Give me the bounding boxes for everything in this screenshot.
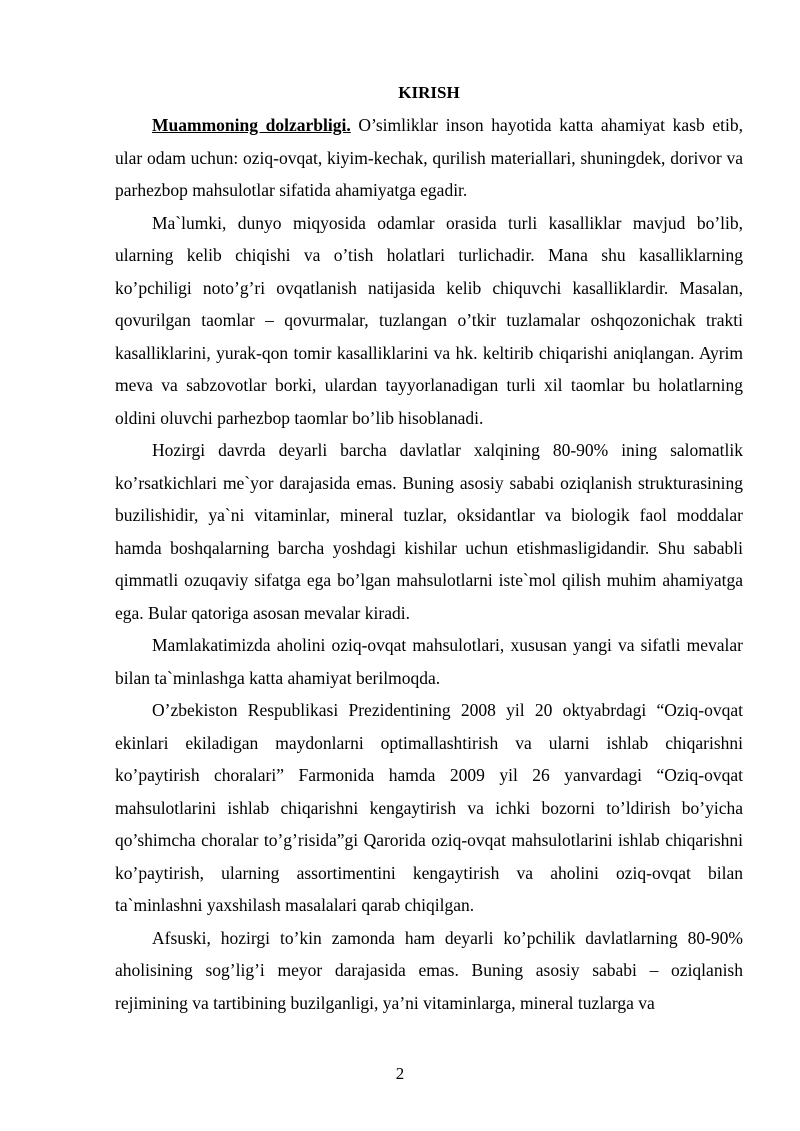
paragraph-relevance bbox=[115, 109, 743, 207]
section-heading: KIRISH bbox=[398, 83, 460, 102]
relevance-lead: Muammoning dolzarbligi. bbox=[152, 115, 351, 135]
paragraph-presidential-decree: O’zbekiston Respublikasi Prezidentining 2008 yil 20 oktyabrdagi “Oziq-ovqat ekinlari ekiladigan maydonlarni optimallashtirish va ularni ishlab chiqarishni ko’paytirish choralari” Farmonida hamda 2009 yil 26 yanvardagi “Oziq-ovqat mahsulotlarini ishlab chiqarishni kengaytirish va ichki bozorni to’ldirish bo’yicha qo’shimcha choralar to’g’risida”gi Qarorida oziq-ovqat mahsulotlarini ishlab chiqarishni ko’paytirish, ularning assortimentini kengaytirish va aholini oziq-ovqat bilan ta`minlashni yaxshilash masalalari qarab chiqilgan. bbox=[115, 700, 743, 915]
paragraph-food-supply: Mamlakatimizda aholini oziq-ovqat mahsulotlari, xususan yangi va sifatli mevalar bilan ta`minlashga katta ahamiyat berilmoqda. bbox=[115, 635, 743, 688]
page-number: 2 bbox=[395, 1064, 405, 1083]
paragraph-nutrition-problems: Afsuski, hozirgi to’kin zamonda ham deyarli ko’pchilik davlatlarning 80-90% aholisining sog’lig’i meyor darajasida emas. Buning asosiy sababi – oziqlanish rejimining va tartibining buzilganligi, ya’ni vitaminlarga, mineral tuzlarga va bbox=[115, 927, 743, 1013]
paragraph-diseases: Ma`lumki, dunyo miqyosida odamlar orasida turli kasalliklar mavjud bo’lib, ularning kelib chiqishi va o’tish holatlari turlichadir. Mana shu kasalliklarning ko’pchiligi noto’g’ri ovqatlanish natijasida kelib chiquvchi kasalliklardir. Masalan, qovurilgan taomlar – qovurmalar, tuzlangan o’tkir tuzlamalar oshqozonichak trakti kasalliklarini, yurak-qon tomir kasalliklarini va hk. keltirib chiqarishi aniqlangan. Ayrim meva va sabzovotlar borki, ulardan tayyorlanadigan turli xil taomlar bu holatlarning oldini oluvchi parhezbop taomlar bo’lib hisoblanadi. bbox=[115, 212, 743, 428]
paragraph-health-indicators: Hozirgi davrda deyarli barcha davlatlar xalqining 80-90% ining salomatlik ko’rsatkichlari me`yor darajasida emas. Buning asosiy sababi oziqlanish strukturasining buzilishidir, ya`ni vitaminlar, mineral tuzlar, oksidantlar va biologik faol moddalar hamda boshqalarning barcha yoshdagi kishilar uchun etishmasligidandir. Shu sababli qimmatli ozuqaviy sifatga ega bo’lgan mahsulotlarni iste`mol qilish muhim ahamiyatga ega. Bular qatoriga asosan mevalar kiradi. bbox=[115, 440, 743, 623]
document-page bbox=[115, 80, 743, 1019]
paragraph-text: O’simliklar inson hayotida katta ahamiyat kasb etib, ular odam uchun: oziq-ovqat, kiyim-kechak, qurilish materiallari, shuningdek, dorivor va parhezbop mahsulotlar sifatida ahamiyatga egadir. bbox=[115, 115, 743, 200]
